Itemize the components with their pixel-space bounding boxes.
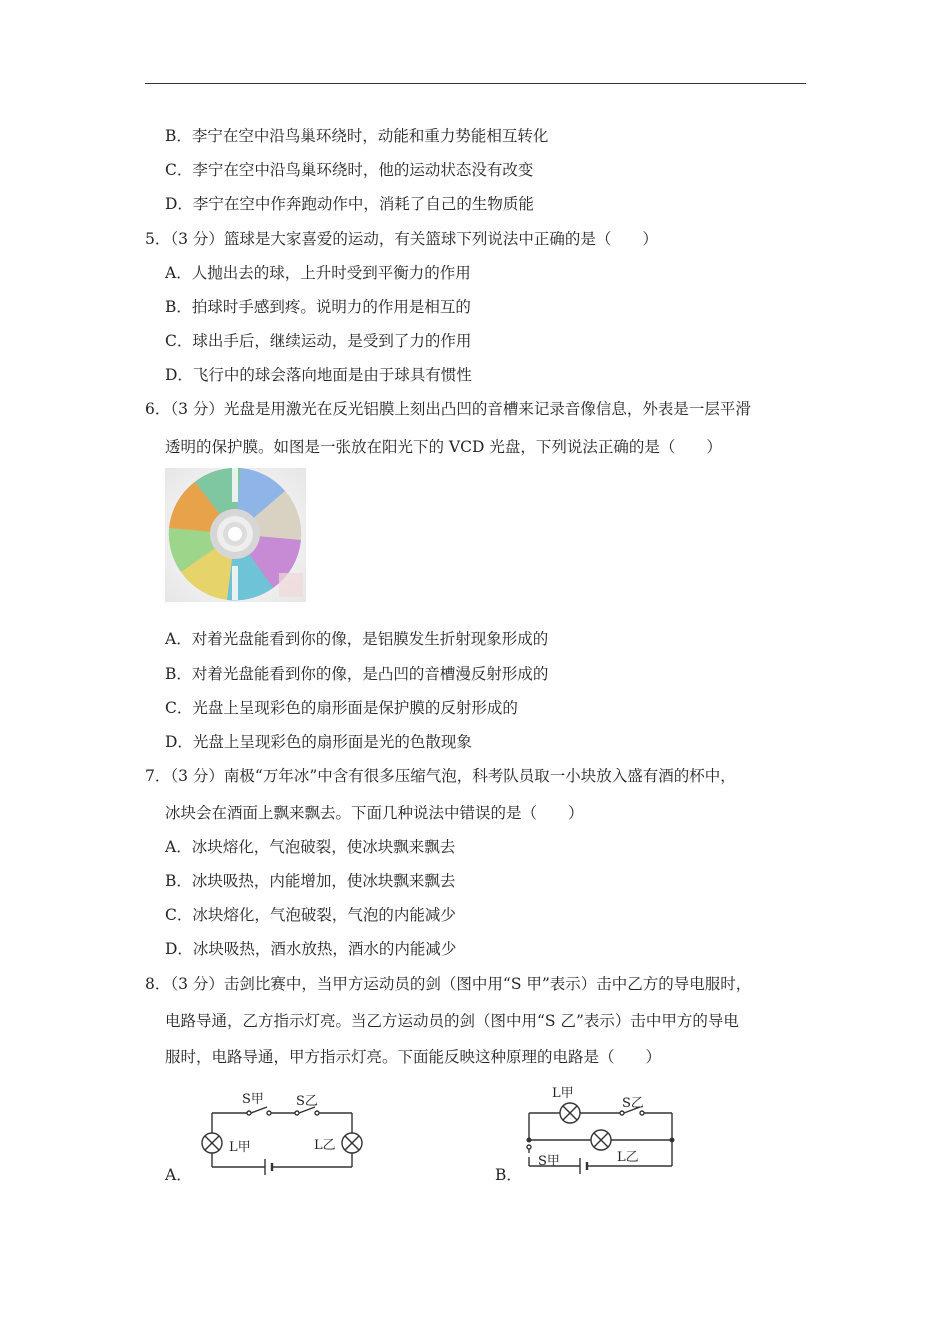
- q6-stem-line1: 6．（3 分）光盘是用激光在反光铝膜上刻出凸凹的音槽来记录音像信息，外表是一层平滑: [145, 400, 751, 418]
- circuit-b-l-jia: L甲: [552, 1086, 574, 1101]
- circuit-a-s-jia: S甲: [242, 1092, 264, 1107]
- circuit-a-l-yi: L乙: [314, 1138, 336, 1153]
- q8-stem-line2: 电路导通，乙方指示灯亮。当乙方运动员的剑（图中用“S 乙”表示）击中甲方的导电: [165, 1012, 739, 1030]
- q5-option-b: B．拍球时手感到疼。说明力的作用是相互的: [165, 298, 471, 316]
- circuit-b-s-yi: S乙: [622, 1096, 644, 1111]
- cd-disc-image: [165, 468, 306, 602]
- q7-stem-line1: 7．（3 分）南极“万年冰”中含有很多压缩气泡，科考队员取一小块放入盛有酒的杯中，: [145, 767, 736, 785]
- q6-option-b: B．对着光盘能看到你的像，是凸凹的音槽漫反射形成的: [165, 665, 549, 683]
- q5-stem: 5．（3 分）篮球是大家喜爱的运动，有关篮球下列说法中正确的是（ ）: [145, 230, 658, 248]
- q6-option-c: C．光盘上呈现彩色的扇形面是保护膜的反射形成的: [165, 699, 518, 717]
- q5-option-a: A．人抛出去的球，上升时受到平衡力的作用: [165, 264, 471, 282]
- q5-option-c: C．球出手后，继续运动，是受到了力的作用: [165, 332, 472, 350]
- q7-option-a: A．冰块熔化，气泡破裂，使冰块飘来飘去: [165, 838, 456, 856]
- q6-option-d: D．光盘上呈现彩色的扇形面是光的色散现象: [165, 733, 472, 751]
- q8-option-b-label: B．: [495, 1166, 522, 1184]
- circuit-b-l-yi: L乙: [617, 1150, 639, 1165]
- circuit-a-l-jia: L甲: [229, 1140, 251, 1155]
- q7-option-c: C．冰块熔化，气泡破裂，气泡的内能减少: [165, 906, 456, 924]
- q6-stem-line2: 透明的保护膜。如图是一张放在阳光下的 VCD 光盘，下列说法正确的是（ ）: [165, 438, 722, 456]
- q8-stem-line3: 服时，电路导通，甲方指示灯亮。下面能反映这种原理的电路是（ ）: [165, 1048, 662, 1066]
- circuit-b-s-jia: S甲: [538, 1154, 560, 1169]
- q6-option-a: A．对着光盘能看到你的像，是铝膜发生折射现象形成的: [165, 630, 549, 648]
- header-rule: [145, 83, 806, 84]
- circuit-a-diagram: [195, 1085, 375, 1180]
- q5-option-d: D．飞行中的球会落向地面是由于球具有惯性: [165, 366, 472, 384]
- q7-stem-line2: 冰块会在酒面上飘来飘去。下面几种说法中错误的是（ ）: [165, 804, 584, 822]
- q4-option-b: B．李宁在空中沿鸟巢环绕时，动能和重力势能相互转化: [165, 127, 549, 145]
- q7-option-b: B．冰块吸热，内能增加，使冰块飘来飘去: [165, 872, 456, 890]
- q4-option-d: D．李宁在空中作奔跑动作中，消耗了自己的生物质能: [165, 195, 534, 213]
- q8-stem-line1: 8．（3 分）击剑比赛中，当甲方运动员的剑（图中用“S 甲”表示）击中乙方的导电服时，: [145, 975, 752, 993]
- q4-option-c: C．李宁在空中沿鸟巢环绕时，他的运动状态没有改变: [165, 161, 534, 179]
- q7-option-d: D．冰块吸热，酒水放热，酒水的内能减少: [165, 940, 457, 958]
- circuit-a-s-yi: S乙: [296, 1094, 318, 1109]
- q8-option-a-label: A．: [165, 1166, 192, 1184]
